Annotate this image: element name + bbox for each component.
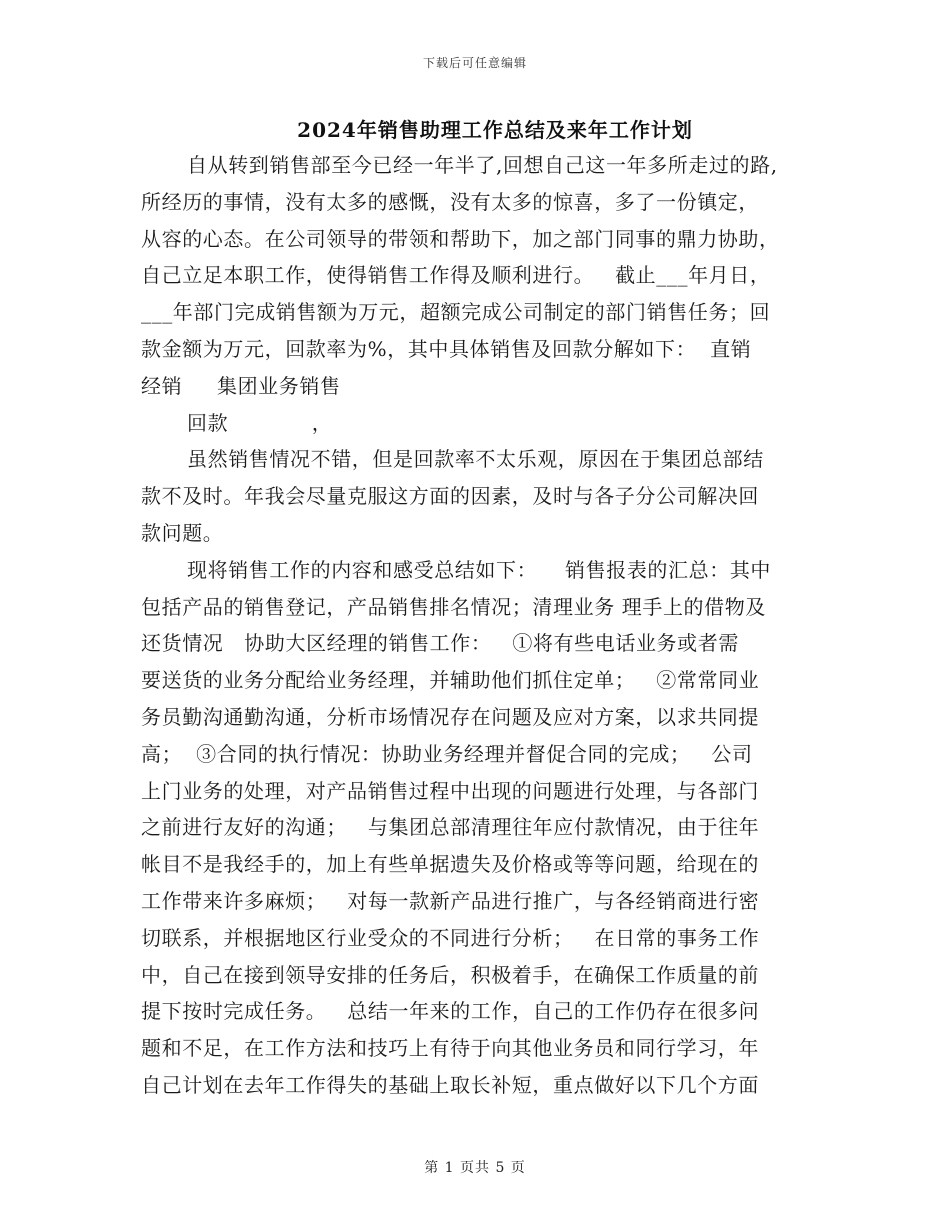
body-line: 上门业务的处理，对产品销售过程中出现的问题进行处理，与各部门 xyxy=(141,778,759,803)
download-edit-note: 下载后可任意编辑 xyxy=(422,56,527,70)
body-line: 回款 ， xyxy=(187,410,333,435)
body-line: 自从转到销售部至今已经一年半了,回想自己这一年多所走过的路, xyxy=(187,153,778,177)
body-line: 切联系，并根据地区行业受众的不同进行分析； 在日常的事务工作 xyxy=(141,925,760,950)
body-line: 自己计划在去年工作得失的基础上取长补短，重点做好以下几个方面 xyxy=(141,1072,759,1097)
body-line: 务员勤沟通勤沟通，分析市场情况存在问题及应对方案，以求共同提 xyxy=(141,704,759,729)
body-line: 提下按时完成任务。 总结一年来的工作，自己的工作仍存在很多问 xyxy=(141,999,760,1024)
body-line: 工作带来许多麻烦； 对每一款新产品进行推广，与各经销商进行密 xyxy=(141,888,760,913)
body-line: 款问题。 xyxy=(141,520,224,545)
page-number: 第 1 页共 5 页 xyxy=(424,1160,526,1176)
body-line: 高； ③合同的执行情况：协助业务经理并督促合同的完成； 公司 xyxy=(141,741,753,766)
body-line: 题和不足，在工作方法和技巧上有待于向其他业务员和同行学习，年 xyxy=(141,1036,759,1061)
body-line: 还货情况 协助大区经理的销售工作： ①将有些电话业务或者需 xyxy=(141,631,739,656)
body-line: 之前进行友好的沟通； 与集团总部清理往年应付款情况，由于往年 xyxy=(141,815,760,840)
body-line: 所经历的事情，没有太多的感慨，没有太多的惊喜，多了一份镇定， xyxy=(141,189,759,214)
document-body xyxy=(141,147,821,1104)
body-line: 经销 集团业务销售 xyxy=(141,373,341,398)
body-line: 中，自己在接到领导安排的任务后，积极着手，在确保工作质量的前 xyxy=(141,962,759,987)
body-line: 自己立足本职工作，使得销售工作得及顺利进行。 截止___年月日， xyxy=(141,263,771,288)
body-line: 要送货的业务分配给业务经理，并辅助他们抓住定单； ②常常同业 xyxy=(141,668,760,693)
body-line: 帐目不是我经手的，加上有些单据遗失及价格或等等问题，给现在的 xyxy=(141,852,759,877)
body-line: 现将销售工作的内容和感受总结如下： 销售报表的汇总：其中 xyxy=(187,557,772,582)
body-line: 款不及时。年我会尽量克服这方面的因素，及时与各子分公司解决回 xyxy=(141,484,759,509)
document-title: 2024年销售助理工作总结及来年工作计划 xyxy=(297,118,693,142)
body-line: 包括产品的销售登记，产品销售排名情况；清理业务 理手上的借物及 xyxy=(141,594,766,619)
body-line: 虽然销售情况不错，但是回款率不太乐观，原因在于集团总部结 xyxy=(187,447,764,472)
body-line: ___年部门完成销售额为万元，超额完成公司制定的部门销售任务；回 xyxy=(141,300,771,325)
body-line: 从容的心态。在公司领导的带领和帮助下，加之部门同事的鼎力协助， xyxy=(141,226,780,251)
body-line: 款金额为万元，回款率为%，其中具体销售及回款分解如下： 直销 xyxy=(141,336,752,361)
